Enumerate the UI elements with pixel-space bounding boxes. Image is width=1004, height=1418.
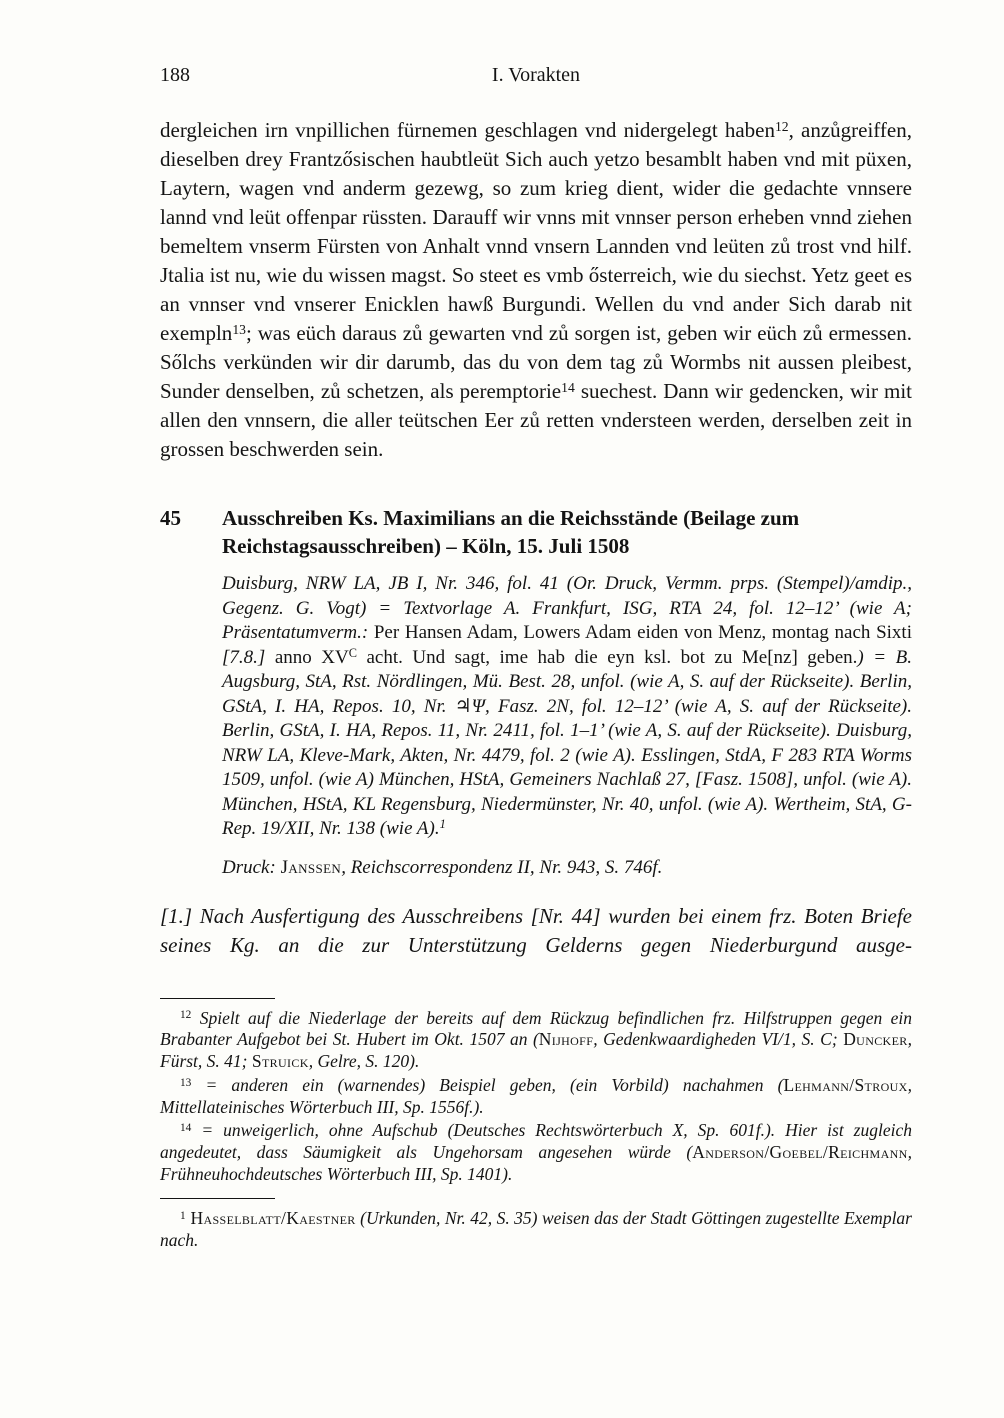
body-paragraph: dergleichen irn vnpillichen fürnemen geschlagen vnd nidergelegt haben$^{12}$, anzůgreiffen, dieselben drey Frantzősischen haubtleüt Sich auch yetzo besamblt haben vnd mit püxen, Laytern, wagen vnd anderm gezewg, so zum krieg dient, wider die gedachte vnnsere lannd vnd leüt offenpar rüssten. Darauff wir vnns mit vnnser person erheben vnnd ziehen bemeltem vnserm Fürsten von Anhalt vnnd vnsern Lannden vnd leüten zů trost vnd hilf. Jtalia ist nu, wie du wissen magst. So steet es vmb ősterreich, wie du siechst. Yetz geet es an vnnser vnd vnserer Enicklen hawß Burgundi. Wellen du vnd ander Sich darab nit exempln$^{13}$; was eüch daraus zů gewarten vnd zů sorgen ist, geben wir eüch zů ermessen. Sőlchs verkünden wir dir darumb, das du von dem tag zů Wormbs nit aussen pleibest, Sunder denselben, zů schetzen, als peremptorie$^{14}$ suechest. Dann wir gedencken, wir mit allen den vnnsern, die aller teütschen Eer zů retten vndersteen werden, derselben zeit in grossen beschwerden sein.	[160, 118, 912, 461]
page-header	[160, 64, 912, 90]
running-title: I. Vorakten	[491, 64, 581, 86]
page-number: 188	[160, 64, 190, 86]
footnote-13: $^{13}$ = anderen ein (warnendes) Beispiel geben, (ein Vorbild) nachahmen (Lehmann/Stroux, Mittellateinisches Wörterbuch III, Sp. 1556f.).	[160, 1074, 912, 1117]
source-description: Duisburg, NRW LA, JB I, Nr. 346, fol. 41 (Or. Druck, Vermm. prps. (Stempel)/amdip., Gegenz. G. Vogt) = Textvorlage A. Frankfurt, ISG, RTA 24, fol. 12–12’ (wie A; Präsentatumverm.: Per Hansen Adam, Lowers Adam eiden von Menz, montag nach Sixti [7.8.] anno $XV^C$ acht. Und sagt, ime hab die eyn ksl. bot zu Me[nz] geben.) = B. Augsburg, StA, Rst. Nördlingen, Mü. Best. 28, unfol. (wie A, S. auf der Rückseite). Berlin, GStA, I. HA, Repos. 10, Nr. ♃Ψ, Fasz. 2N, fol. 12–12’ (wie A, S. auf der Rückseite). Berlin, GStA, I. HA, Repos. 11, Nr. 2411, fol. 1–1’ (wie A, S. auf der Rückseite). Duisburg, NRW LA, Kleve-Mark, Akten, Nr. 4479, fol. 2 (wie A). Esslingen, StdA, F 283 RTA Worms 1509, unfol. (wie A) München, HStA, Gemeiners Nachlaß 27, [Fasz. 1508], unfol. (wie A). München, HStA, KL Regensburg, Niedermünster, Nr. 40, unfol. (wie A). Wertheim, StA, G-Rep. 19/XII, Nr. 138 (wie A).$^1$	[222, 573, 912, 839]
footnote-1: $^1$ Hasselblatt/Kaestner (Urkunden, Nr. 42, S. 35) weisen das der Stadt Göttingen zugestellte Exemplar nach.	[160, 1207, 912, 1250]
footnote-rule	[160, 998, 275, 999]
entry-45	[160, 504, 912, 880]
entry-number: 45	[160, 506, 181, 530]
textual-note-rule	[160, 1198, 275, 1199]
entry-title: Ausschreiben Ks. Maximilians an die Reichsstände (Beilage zum Reichstagsausschreiben) – Köln, 15. Juli 1508	[222, 506, 800, 558]
footnote-12: $^{12}$ Spielt auf die Niederlage der bereits auf dem Rückzug befindlichen frz. Hilfstruppen gegen ein Brabanter Aufgebot bei St. Hubert im Okt. 1507 an (Nijhoff, Gedenkwaardigheden VI/1, S. C; Duncker, Fürst, S. 41; Struick, Gelre, S. 120).	[160, 1007, 912, 1072]
print-reference: Druck: Janssen, Reichscorrespondenz II, Nr. 943, S. 746f.	[222, 856, 663, 878]
footnote-14: $^{14}$ = unweigerlich, ohne Aufschub (Deutsches Rechtswörterbuch X, Sp. 601f.). Hier ist zugleich angedeutet, dass Säumigkeit als Ungehorsam angesehen würde (Anderson/Goebel/Reichmann, Frühneuhochdeutsches Wörterbuch III, Sp. 1401).	[160, 1120, 912, 1185]
footnote-area	[160, 998, 912, 1252]
summary-paragraph: [1.] Nach Ausfertigung des Ausschreibens [Nr. 44] wurden bei einem frz. Boten Briefe seines Kg. an die zur Unterstützung Gelderns gegen Niederburgund ausge-	[160, 903, 912, 957]
